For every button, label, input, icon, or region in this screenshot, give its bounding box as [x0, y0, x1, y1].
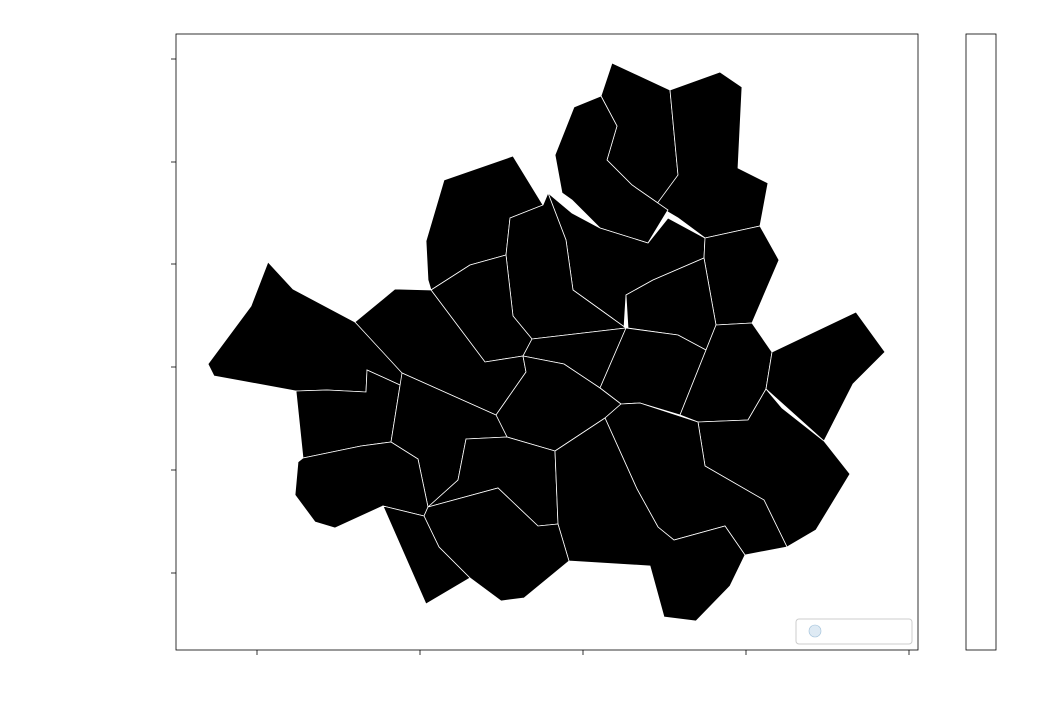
x-axis [257, 650, 909, 655]
legend [796, 619, 912, 644]
legend-marker-icon [809, 625, 821, 637]
colorbar-frame [966, 34, 996, 650]
y-axis [171, 59, 176, 573]
colorbar [966, 34, 996, 650]
